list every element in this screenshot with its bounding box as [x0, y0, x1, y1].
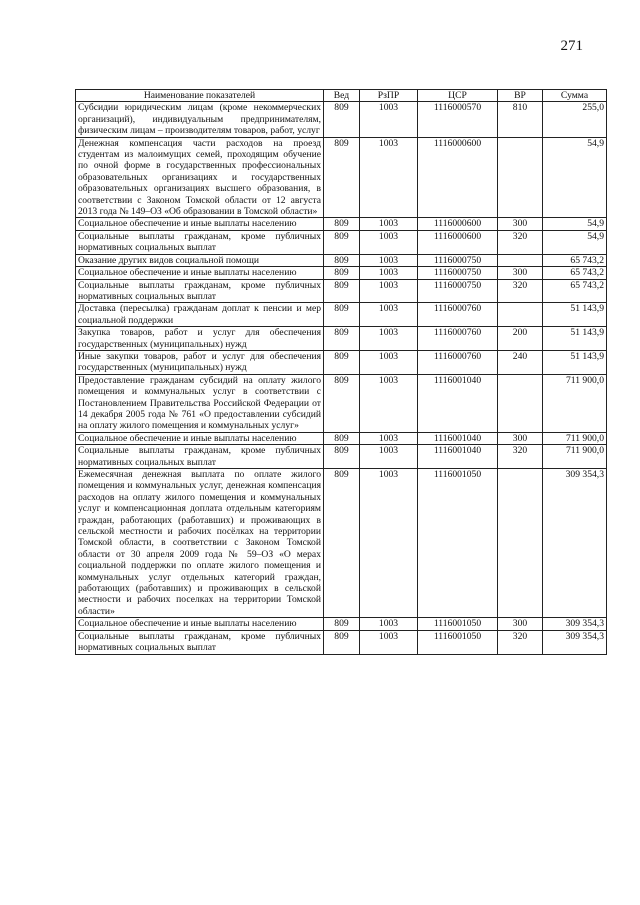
- table-row: [76, 230, 607, 254]
- cell-ved: 809: [324, 230, 360, 254]
- table-row: [76, 267, 607, 279]
- cell-ved: 809: [324, 374, 360, 432]
- cell-ved: 809: [324, 218, 360, 230]
- cell-rzpr: 1003: [360, 137, 418, 218]
- cell-vr: 240: [498, 350, 543, 374]
- cell-name: Закупка товаров, работ и услуг для обеспечения государственных (муниципальных) нужд: [76, 327, 324, 351]
- cell-vr: 320: [498, 630, 543, 654]
- cell-ved: 809: [324, 618, 360, 630]
- cell-vr: [498, 303, 543, 327]
- table-row: [76, 279, 607, 303]
- cell-ved: 809: [324, 279, 360, 303]
- table-row: [76, 374, 607, 432]
- cell-sum: 711 900,0: [543, 374, 607, 432]
- cell-name: Социальное обеспечение и иные выплаты населению: [76, 618, 324, 630]
- table-row: [76, 137, 607, 218]
- cell-name: Оказание других видов социальной помощи: [76, 254, 324, 266]
- cell-name: Ежемесячная денежная выплата по оплате жилого помещения и коммунальных услуг, денежная компенсация расходов на оплату жилого помещения и коммунальных услуг и компенсационная доплата отдельным категориям граждан, работающих (работавших) и проживающих в сельской местности и рабочих посёлках на территории Томской области, в соответствии с Законом Томской области от 30 апреля 2009 года № 59–ОЗ «О мерах социальной поддержки по оплате жилого помещения и коммунальных услуг отдельных категорий граждан, работающих (работавших) и проживающих в сельской местности и рабочих поселках на территории Томской области»: [76, 469, 324, 618]
- cell-csr: 1116000750: [418, 267, 498, 279]
- cell-csr: 1116000750: [418, 279, 498, 303]
- table-row: [76, 630, 607, 654]
- cell-sum: 51 143,9: [543, 350, 607, 374]
- cell-rzpr: 1003: [360, 350, 418, 374]
- table-row: [76, 254, 607, 266]
- cell-csr: 1116000760: [418, 327, 498, 351]
- cell-sum: 711 900,0: [543, 445, 607, 469]
- cell-ved: 809: [324, 303, 360, 327]
- cell-name: Денежная компенсация части расходов на проезд студентам из малоимущих семей, проходящим обучение по очной форме в государственных профессиональных образовательных организациях и государственных образовательных организациях высшего образования, в соответствии с Законом Томской области от 12 августа 2013 года № 149–ОЗ «Об образовании в Томской области»: [76, 137, 324, 218]
- cell-vr: 320: [498, 445, 543, 469]
- cell-csr: 1116001050: [418, 618, 498, 630]
- cell-rzpr: 1003: [360, 267, 418, 279]
- cell-csr: 1116000760: [418, 303, 498, 327]
- budget-table: [75, 89, 607, 655]
- cell-vr: 200: [498, 327, 543, 351]
- table-row: [76, 303, 607, 327]
- cell-ved: 809: [324, 445, 360, 469]
- cell-name: Социальные выплаты гражданам, кроме публичных нормативных социальных выплат: [76, 445, 324, 469]
- cell-sum: 65 743,2: [543, 279, 607, 303]
- cell-rzpr: 1003: [360, 327, 418, 351]
- cell-rzpr: 1003: [360, 218, 418, 230]
- cell-sum: 54,9: [543, 230, 607, 254]
- table-body: [76, 102, 607, 654]
- cell-rzpr: 1003: [360, 254, 418, 266]
- cell-csr: 1116000760: [418, 350, 498, 374]
- cell-ved: 809: [324, 350, 360, 374]
- cell-sum: 51 143,9: [543, 303, 607, 327]
- cell-name: Предоставление гражданам субсидий на оплату жилого помещения и коммунальных услуг в соответствии с Постановлением Правительства Российской Федерации от 14 декабря 2005 года № 761 «О предоставлении субсидий на оплату жилого помещения и коммунальных услуг»: [76, 374, 324, 432]
- cell-ved: 809: [324, 267, 360, 279]
- cell-name: Доставка (пересылка) гражданам доплат к пенсии и мер социальной поддержки: [76, 303, 324, 327]
- cell-rzpr: 1003: [360, 303, 418, 327]
- cell-sum: 54,9: [543, 137, 607, 218]
- cell-csr: 1116001040: [418, 445, 498, 469]
- cell-name: Социальное обеспечение и иные выплаты населению: [76, 432, 324, 444]
- cell-vr: [498, 254, 543, 266]
- cell-ved: 809: [324, 469, 360, 618]
- cell-name: Субсидии юридическим лицам (кроме некоммерческих организаций), индивидуальным предпринимателям, физическим лицам – производителям товаров, работ, услуг: [76, 102, 324, 137]
- cell-vr: 320: [498, 279, 543, 303]
- cell-csr: 1116000600: [418, 137, 498, 218]
- cell-ved: 809: [324, 327, 360, 351]
- header-name: Наименование показателей: [76, 90, 324, 102]
- cell-rzpr: 1003: [360, 469, 418, 618]
- cell-vr: 300: [498, 267, 543, 279]
- cell-rzpr: 1003: [360, 630, 418, 654]
- cell-vr: 810: [498, 102, 543, 137]
- header-vr: ВР: [498, 90, 543, 102]
- table-row: [76, 469, 607, 618]
- table-row: [76, 432, 607, 444]
- cell-rzpr: 1003: [360, 618, 418, 630]
- cell-ved: 809: [324, 432, 360, 444]
- cell-rzpr: 1003: [360, 374, 418, 432]
- cell-csr: 1116000600: [418, 218, 498, 230]
- header-sum: Сумма: [543, 90, 607, 102]
- cell-vr: 300: [498, 618, 543, 630]
- cell-sum: 51 143,9: [543, 327, 607, 351]
- table-header: [76, 90, 607, 102]
- cell-name: Социальное обеспечение и иные выплаты населению: [76, 218, 324, 230]
- cell-ved: 809: [324, 254, 360, 266]
- cell-csr: 1116001050: [418, 469, 498, 618]
- cell-sum: 309 354,3: [543, 618, 607, 630]
- header-csr: ЦСР: [418, 90, 498, 102]
- cell-vr: [498, 137, 543, 218]
- cell-csr: 1116001050: [418, 630, 498, 654]
- cell-ved: 809: [324, 102, 360, 137]
- cell-vr: 320: [498, 230, 543, 254]
- header-ved: Вед: [324, 90, 360, 102]
- cell-name: Социальные выплаты гражданам, кроме публичных нормативных социальных выплат: [76, 279, 324, 303]
- cell-ved: 809: [324, 137, 360, 218]
- cell-sum: 711 900,0: [543, 432, 607, 444]
- header-row: [76, 90, 607, 102]
- table-row: [76, 102, 607, 137]
- cell-sum: 54,9: [543, 218, 607, 230]
- cell-csr: 1116000570: [418, 102, 498, 137]
- cell-csr: 1116000750: [418, 254, 498, 266]
- cell-rzpr: 1003: [360, 445, 418, 469]
- cell-rzpr: 1003: [360, 432, 418, 444]
- table-row: [76, 218, 607, 230]
- table-row: [76, 350, 607, 374]
- cell-sum: 255,0: [543, 102, 607, 137]
- cell-csr: 1116001040: [418, 432, 498, 444]
- cell-sum: 65 743,2: [543, 267, 607, 279]
- cell-vr: 300: [498, 432, 543, 444]
- table-row: [76, 445, 607, 469]
- cell-name: Социальные выплаты гражданам, кроме публичных нормативных социальных выплат: [76, 630, 324, 654]
- cell-rzpr: 1003: [360, 230, 418, 254]
- cell-ved: 809: [324, 630, 360, 654]
- cell-name: Социальное обеспечение и иные выплаты населению: [76, 267, 324, 279]
- table-row: [76, 618, 607, 630]
- cell-rzpr: 1003: [360, 102, 418, 137]
- cell-csr: 1116000600: [418, 230, 498, 254]
- header-rzpr: РзПР: [360, 90, 418, 102]
- cell-vr: 300: [498, 218, 543, 230]
- cell-name: Социальные выплаты гражданам, кроме публичных нормативных социальных выплат: [76, 230, 324, 254]
- cell-sum: 309 354,3: [543, 630, 607, 654]
- page-number: 271: [560, 38, 583, 54]
- cell-sum: 309 354,3: [543, 469, 607, 618]
- table-row: [76, 327, 607, 351]
- cell-vr: [498, 469, 543, 618]
- cell-vr: [498, 374, 543, 432]
- cell-name: Иные закупки товаров, работ и услуг для обеспечения государственных (муниципальных) нужд: [76, 350, 324, 374]
- cell-rzpr: 1003: [360, 279, 418, 303]
- cell-sum: 65 743,2: [543, 254, 607, 266]
- cell-csr: 1116001040: [418, 374, 498, 432]
